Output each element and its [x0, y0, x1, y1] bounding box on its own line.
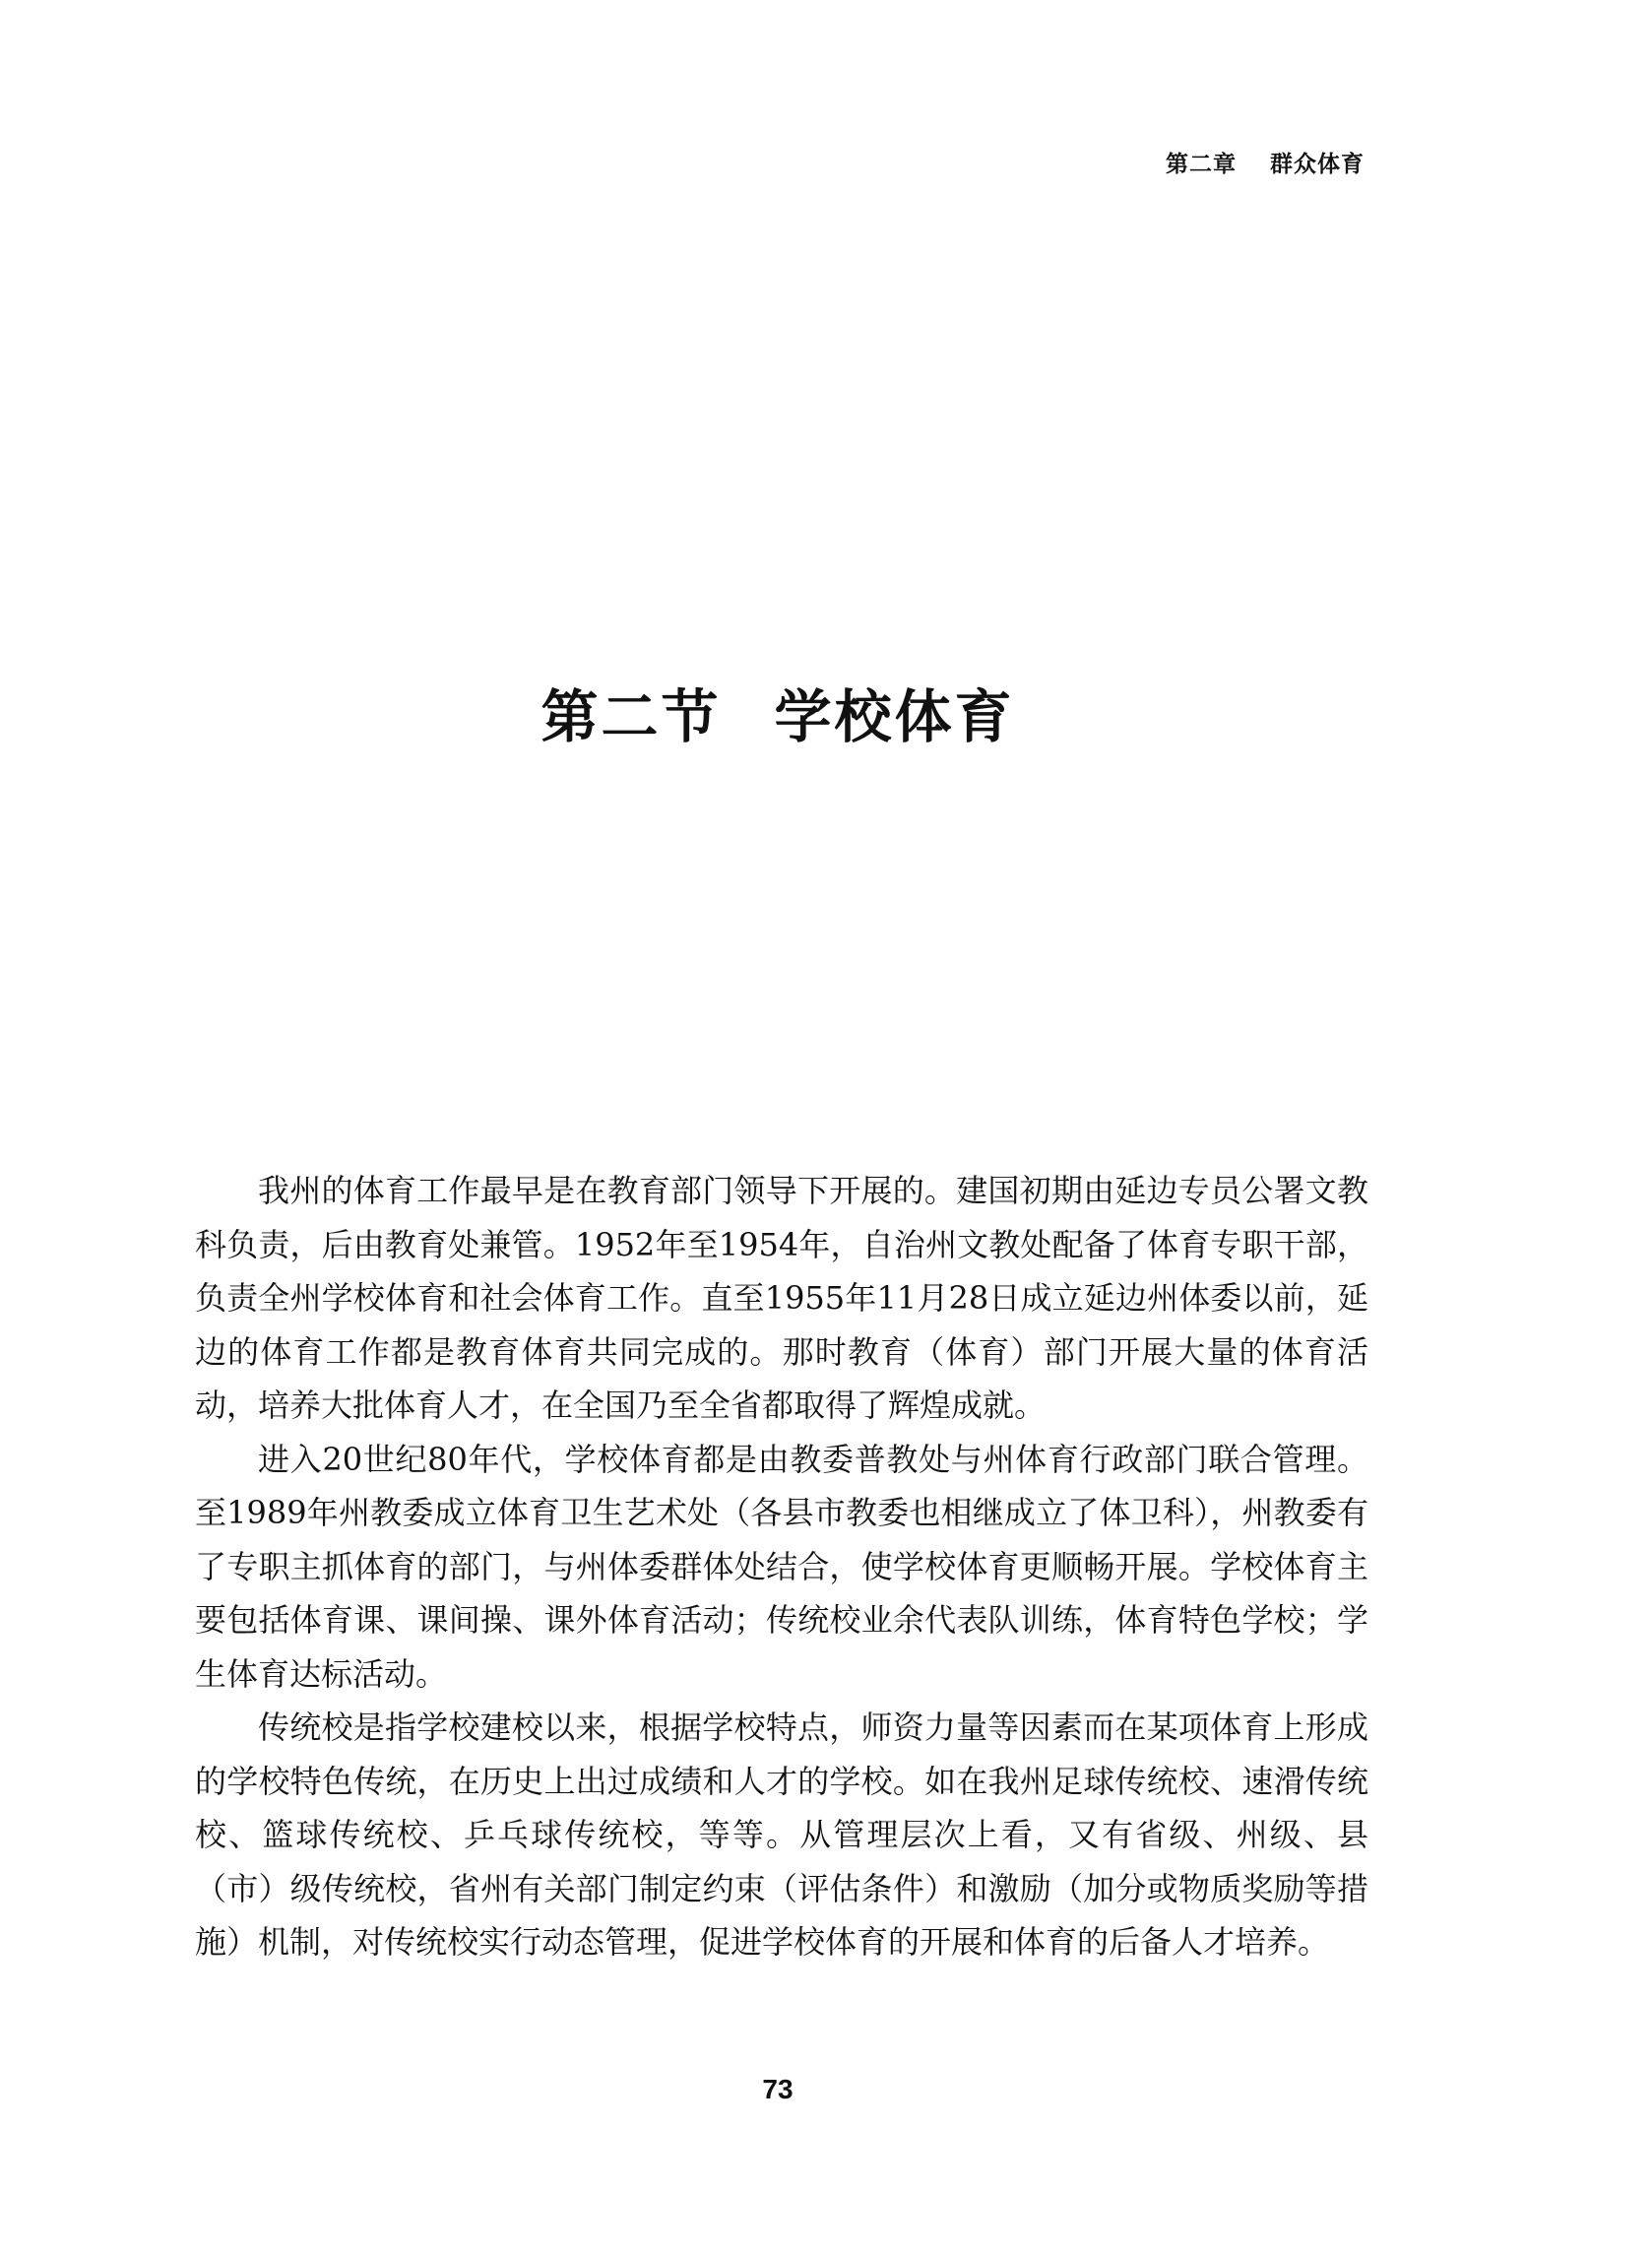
section-name: 学校体育 [774, 682, 1015, 750]
body-text [195, 1164, 1368, 1969]
paragraph: 传统校是指学校建校以来，根据学校特点，师资力量等因素而在某项体育上形成的学校特色传统，在历史上出过成绩和人才的学校。如在我州足球传统校、速滑传统校、篮球传统校、乒乓球传统校，等等。从管理层次上看，又有省级、州级、县（市）级传统校，省州有关部门制定约束（评估条件）和激励（加分或物质奖励等措施）机制，对传统校实行动态管理，促进学校体育的开展和体育的后备人才培养。 [195, 1709, 1368, 1961]
page-number: 73 [762, 2074, 794, 2104]
paragraph: 我州的体育工作最早是在教育部门领导下开展的。建国初期由延边专员公署文教科负责，后由教育处兼管。1952年至1954年，自治州文教处配备了体育专职干部，负责全州学校体育和社会体育工作。直至1955年11月28日成立延边州体委以前，延边的体育工作都是教育体育共同完成的。那时教育（体育）部门开展大量的体育活动，培养大批体育人才，在全国乃至全省都取得了辉煌成就。 [195, 1172, 1368, 1424]
paragraph: 进入20世纪80年代，学校体育都是由教委普教处与州体育行政部门联合管理。至1989年州教委成立体育卫生艺术处（各县市教委也相继成立了体卫科），州教委有了专职主抓体育的部门，与州体委群体处结合，使学校体育更顺畅开展。学校体育主要包括体育课、课间操、课外体育活动；传统校业余代表队训练，体育特色学校；学生体育达标活动。 [195, 1440, 1368, 1693]
section-title [0, 671, 1556, 753]
chapter-number: 第二章 [1166, 152, 1237, 177]
chapter-title: 群众体育 [1270, 152, 1365, 177]
section-number: 第二节 [540, 682, 722, 750]
running-header [1166, 146, 1365, 178]
